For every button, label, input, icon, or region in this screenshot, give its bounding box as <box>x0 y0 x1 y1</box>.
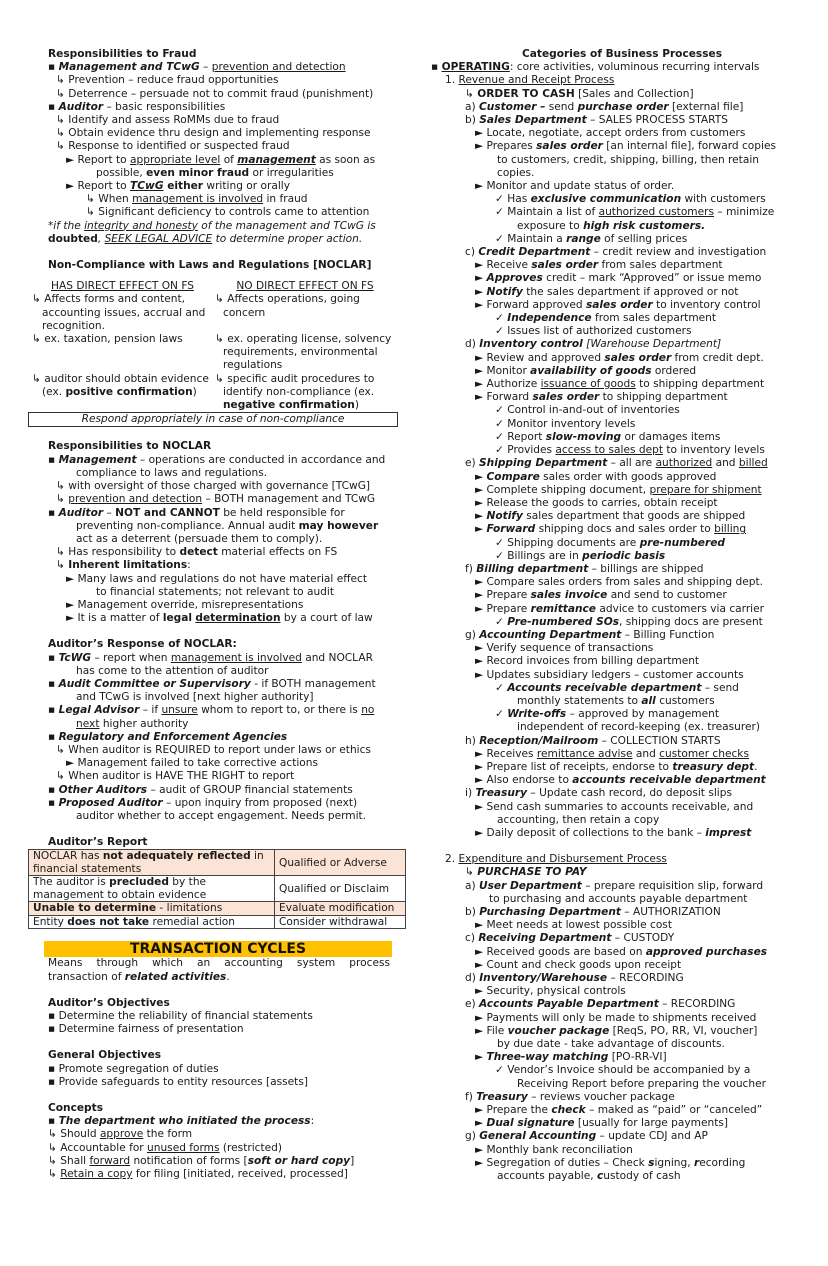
table-row: The auditor is precluded by the management to obtain evidence Qualified or Disclaim <box>29 876 406 902</box>
section-title-categories: Categories of Business Processes <box>521 48 723 60</box>
section-title-response: Auditor’s Response of NOCLAR: <box>48 638 237 651</box>
section-title-aud-obj: Auditor’s Objectives <box>48 996 170 1009</box>
right-column: Categories of Business Processes ▪ OPERATING: core activities, voluminous recurring intervals 1. Revenue and Receipt Process ↳ ORDER TO CASH [Sales and Collection] a) Customer – send purchase order [external file] b) Sales Department – SALES PROCESS STARTS ► Locate, negotiate, accept orders from customers ► Prepares sales order [an internal file], forward copies to customers, credit, shipping, billing, then retain copies. ► Monitor and update status of order. ✓ Has exclusive communication with customers ✓ Maintain a list of authorized customers – minimize exposure to high risk customers. ✓ Maintain a range of selling prices c) Credit Department – credit review and investigation ► Receive sales order from sales department ► Approves credit – mark “Approved” or issue memo ► Notify the sales department if approved or not ► Forward approved sales order to inventory control ✓ Independence from sales department ✓ Issues list of authorized customers d) Inventory control [Warehouse Department] ► Review and approved sales order from credit dept. ► Monitor availability of goods ordered ► Authorize issuance of goods to shipping department ► Forward sales order to shipping department ✓ Control in-and-out of inventories ✓ Monitor inventory levels ✓ Report slow-moving or damages items ✓ Provides access to sales dept to inventory levels e) Shipping Department – all are authorized and billed ► Compare sales order with goods approved ► Complete shipping document, prepare for shipment ► Release the goods to carries, obtain receipt ► Notify sales department that goods are shipped ► Forward shipping docs and sales order to billing ✓ Shipping documents are pre-numbered ✓ Billings are in periodic basis f) Billing department – billings are shipped ► Compare sales orders from sales and shipping dept. ► Prepare sales invoice and send to customer ► Prepare remittance advice to customers via carrier ✓ Pre-numbered SOs, shipping docs are present g) Accounting Department – Billing Function ► Verify sequence of transactions ► Record invoices from billing department ► Updates subsidiary ledgers – customer accounts ✓ Accounts receivable department – send monthly statements to all customers ✓ Write-offs – approved by management independent of record-keeping (ex. treasurer) h) Reception/Mailroom – COLLECTION STARTS ► Receives remittance advise and customer checks ► Prepare list of receipts, endorse to treasury dept. ► Also endorse to accounts receivable department i) Treasury – Update cash record, do deposit slips ► Send cash summaries to accounts receivable, and accounting, then retain a copy ► Daily deposit of collections to the bank – imprest 2. Expenditure and Disbursement Process ↳ PURCHASE TO PAY a) User Department – prepare requisition slip, forward to purchasing and accounts payable department b) Purchasing Department – AUTHORIZATION ► Meet needs at lowest possible cost c) Receiving Department – CUSTODY ► Received goods are based on approved purchases ► Count and check goods upon receipt d) Inventory/Warehouse – RECORDING ► Security, physical controls e) Accounts Payable Department – RECORDING ► Payments will only be made to shipments received ► File voucher package [ReqS, PO, RR, VI, voucher] by due date - take advantage of discounts. ► Three-way matching [PO-RR-VI] ✓ Vendor’s Invoice should be accompanied by a Receiving Report before preparing the voucher f) Treasury – reviews voucher package ► Prepare the check – maked as “paid” or “canceled” ► Dual signature [usually for large payments] g) General Accounting – update CDJ and AP ► Monthly bank reconciliation ► Segregation of duties – Check signing, recording accounts payable, custody of cash <box>437 48 807 1183</box>
section-title-fraud: Responsibilities to Fraud <box>48 48 197 60</box>
table-row: NOCLAR has not adequately reflected in financial statements Qualified or Adverse <box>29 850 406 876</box>
table-row: Unable to determine - limitations Evaluate modification <box>29 902 406 916</box>
noclar-comparison: HAS DIRECT EFFECT ON FS NO DIRECT EFFECT ON FS ↳ Affects forms and content, accounting issues, accrual and recognition. ↳ Affects operations, going concern ↳ ex. taxation, pension laws ↳ ex. operating license, solvency requirements, environmental regulations ↳ auditor should obtain evidence (ex. positive confirmation) ↳ specific audit procedures to identify non-compliance (ex. negative confirmation) <box>32 280 392 412</box>
section-title-concepts: Concepts <box>48 1102 104 1114</box>
noclar-callout-box: Respond appropriately in case of non-compliance <box>28 412 398 427</box>
left-column: Responsibilities to Fraud ▪ Management and TCwG – prevention and detection ↳ Prevention – reduce fraud opportunities ↳ Deterrence – persuade not to commit fraud (punishment) ▪ Auditor – basic responsibilities ↳ Identify and assess RoMMs due to fraud ↳ Obtain evidence thru design and implementing response ↳ Response to identified or suspected fraud ► Report to appropriate level of management as soon as possible, even minor fraud or irregularities ► Report to TCwG either writing or orally ↳ When management is involved in fraud ↳ Significant deficiency to controls came to attention *if the integrity and honesty of the management and TCwG is doubted, SEEK LEGAL ADVICE to determine proper action. Non-Compliance with Laws and Regulations [NOCLAR] HAS DIRECT EFFECT ON FS NO DIRECT EFFECT ON FS ↳ Affects forms and content, accounting issues, accrual and recognition. ↳ Affects operations, going concern ↳ ex. taxation, pension laws ↳ ex. operating license, solvency requirements, environmental regulations ↳ auditor should obtain evidence (ex. positive confirmation) ↳ specific audit procedures to identify non-compliance (ex. negative confirmation) Respond appropriately in case of non-compliance Responsibilities to NOCLAR ▪ Management – operations are conducted in accordance and compliance to laws and regulations. ↳ with oversight of those charged with governance [TCwG] ↳ prevention and detection – BOTH management and TCwG ▪ Auditor – NOT and CANNOT be held responsible for preventing non-compliance. Annual audit may however act as a deterrent (persuade them to comply). ↳ Has responsibility to detect material effects on FS ↳ Inherent limitations: ► Many laws and regulations do not have material effect to financial statements; not relevant to audit ► Management override, misrepresentations ► It is a matter of legal determination by a court of law Auditor’s Response of NOCLAR: ▪ TcWG – report when management is involved and NOCLAR has come to the attention of auditor ▪ Audit Committee or Supervisory - if BOTH management and TCwG is involved [next higher authority] ▪ Legal Advisor – if unsure whom to report to, or there is no next higher authority ▪ Regulatory and Enforcement Agencies ↳ When auditor is REQUIRED to report under laws or ethics ► Management failed to take corrective actions ↳ When auditor is HAVE THE RIGHT to report ▪ Other Auditors – audit of GROUP financial statements ▪ Proposed Auditor – upon inquiry from proposed (next) auditor whether to accept engagement. Needs permit. Auditor’s Report NOCLAR has not adequately reflected in financial statements Qualified or Adverse The auditor is precluded by the management to obtain evidence Qualified or Disclaim Unable to determine - limitations Evaluate modification Entity does not take remedial action Consider withdrawal TRANSACTION CYCLES Means through which an accounting system process transaction of related activities. Auditor’s Objectives ▪ Determine the reliability of financial statements ▪ Determine fairness of presentation General Objectives ▪ Promote segregation of duties ▪ Provide safeguards to entity resources [assets] Concepts ▪ The department who initiated the process: ↳ Should approve the form ↳ Accountable for unused forms (restricted) ↳ Shall forward notification of forms [soft or hard copy] ↳ Retain a copy for filing [initiated, received, processed] <box>48 48 408 1181</box>
impest-text: imprest <box>705 826 752 839</box>
section-title-noclar: Non-Compliance with Laws and Regulations [NOCLAR] <box>48 259 372 272</box>
arrow-icon: ↳ <box>56 87 65 100</box>
transaction-cycles-banner: TRANSACTION CYCLES <box>44 941 392 957</box>
arrow-icon: ↳ <box>56 74 65 87</box>
section-title-resp-noclar: Responsibilities to NOCLAR <box>48 440 212 453</box>
auditor-report-table <box>28 849 406 929</box>
table-row: Entity does not take remedial action Consider withdrawal <box>29 915 406 929</box>
section-title-report: Auditor’s Report <box>48 836 148 849</box>
section-title-gen-obj: General Objectives <box>48 1049 162 1062</box>
